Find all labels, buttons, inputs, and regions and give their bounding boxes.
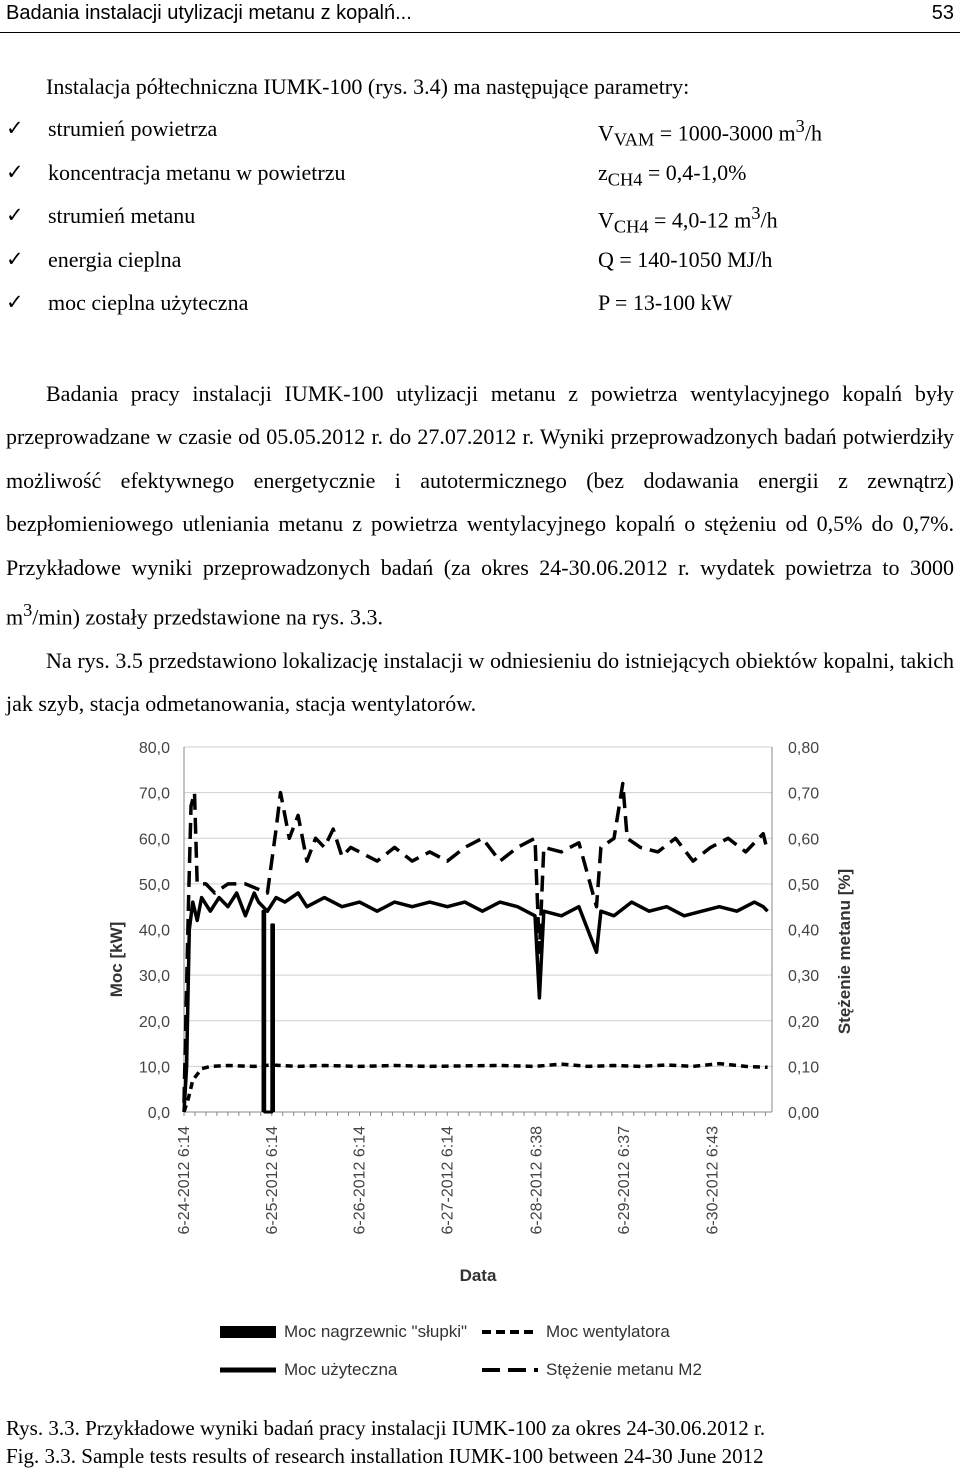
- y-tick-label: 80,0: [138, 740, 170, 757]
- x-axis-title: Data: [459, 1266, 497, 1285]
- parameter-value: Q = 140-1050 MJ/h: [598, 246, 773, 272]
- running-header: [0, 0, 960, 33]
- legend-label: Moc nagrzewnic "słupki": [284, 1322, 468, 1341]
- legend-item: [220, 1360, 397, 1380]
- legend-item: [220, 1322, 467, 1342]
- legend-label: Moc wentylatora: [546, 1322, 670, 1341]
- y2-tick-label: 0,60: [788, 831, 820, 849]
- parameter-name: strumień metanu: [48, 203, 196, 228]
- legend-label: Moc użyteczna: [284, 1360, 398, 1379]
- legend-swatch-bars: [220, 1324, 276, 1340]
- legend-item: [482, 1360, 702, 1380]
- figure-caption: [6, 1414, 765, 1470]
- parameter-value: $V_{VAM} = 1000-3000$ $m^3/h$: [598, 116, 822, 150]
- checkmark-icon: ✓: [6, 116, 24, 140]
- legend-label: Stężenie metanu M2: [546, 1360, 702, 1379]
- y-tick-label: 30,0: [138, 968, 170, 986]
- parameter-value: $V_{CH4} = 4,0-12$ $m^3/h$: [598, 203, 778, 237]
- parameter-name: strumień powietrza: [48, 116, 218, 141]
- running-header-title: Badania instalacji utylizacji metanu z kopalń...: [6, 2, 412, 24]
- x-tick-label: 6-26-2012 6:14: [351, 1126, 369, 1235]
- body-paragraph: Badania pracy instalacji IUMK-100 utylizacji metanu z powietrza wentylacyjnego kopalń były przeprowadzane w czasie od 05.05.2012 r. do 27.07.2012 r. Wyniki przeprowadzonych badań potwierdziły możliwość efektywnego energetycznie i autotermicznego (bez dodawania energii z zewnątrz) bezpłomieniowego utleniania metanu z powietrza wentylacyjnego kopalń o stężeniu od 0,5% do 0,7%. Przykładowe wyniki przeprowadzonych badań (za okres 24-30.06.2012 r. wydatek powietrza to 3000 $m^3/\min$) zostały przedstawione na rys. 3.3.: [6, 381, 954, 630]
- body-paragraph: Na rys. 3.5 przedstawiono lokalizację instalacji w odniesieniu do istniejących obiektów kopalni, takich jak szyb, stacja odmetanowania, stacja wentylatorów.: [6, 647, 954, 717]
- legend-swatch-longdash: [482, 1362, 538, 1378]
- caption-polish: Rys. 3.3. Przykładowe wyniki badań pracy instalacji IUMK-100 za okres 24-30.06.2012 r.: [6, 1416, 766, 1440]
- parameter-name: moc cieplna użyteczna: [48, 290, 249, 315]
- x-tick-label: 6-25-2012 6:14: [263, 1126, 281, 1235]
- y-tick-label: 20,0: [138, 1013, 170, 1031]
- x-tick-label: 6-28-2012 6:38: [528, 1126, 546, 1235]
- legend-item: [482, 1322, 670, 1342]
- y2-tick-label: 0,40: [788, 922, 820, 940]
- parameter-row: [0, 116, 960, 160]
- x-tick-label: 6-24-2012 6:14: [176, 1126, 193, 1235]
- y-tick-label: 70,0: [138, 785, 170, 803]
- checkmark-icon: ✓: [6, 246, 24, 271]
- chart-svg: [100, 728, 880, 1288]
- y-tick-label: 0,0: [147, 1105, 170, 1122]
- y2-tick-label: 0,70: [788, 785, 820, 803]
- y-tick-label: 10,0: [138, 1059, 170, 1077]
- checkmark-icon: ✓: [6, 159, 24, 184]
- legend-swatch-dashed: [482, 1324, 538, 1340]
- x-tick-label: 6-29-2012 6:37: [616, 1126, 634, 1235]
- checkmark-icon: ✓: [6, 203, 24, 227]
- chart-legend: [220, 1318, 740, 1392]
- y-tick-label: 60,0: [138, 831, 170, 849]
- checkmark-icon: ✓: [6, 290, 24, 314]
- parameter-name: energia cieplna: [48, 246, 182, 272]
- parameter-row: [0, 290, 960, 334]
- y-tick-label: 50,0: [138, 876, 170, 894]
- parameter-row: [0, 160, 960, 204]
- y-tick-label: 40,0: [138, 922, 170, 940]
- y2-axis-title: Stężenie metanu [%]: [835, 868, 854, 1035]
- y-axis-title: Moc [kW]: [107, 921, 126, 998]
- parameter-value: P = 13-100 kW: [598, 290, 733, 315]
- x-tick-label: 6-27-2012 6:14: [439, 1126, 457, 1235]
- parameter-row: [0, 247, 960, 291]
- y2-tick-label: 0,80: [788, 740, 820, 757]
- body-text: [6, 372, 954, 726]
- y2-tick-label: 0,30: [788, 968, 820, 986]
- x-tick-label: 6-30-2012 6:43: [704, 1126, 722, 1235]
- parameter-row: [0, 203, 960, 247]
- parameter-value: $z_{CH4} = 0,4-1,0\%$: [598, 159, 747, 189]
- caption-english: Fig. 3.3. Sample tests results of research installation IUMK-100 between 24-30 June 2012: [6, 1444, 764, 1468]
- legend-swatch-solid: [220, 1362, 276, 1378]
- y2-tick-label: 0,50: [788, 876, 820, 894]
- parameter-list: [0, 116, 960, 334]
- y2-tick-label: 0,20: [788, 1013, 820, 1031]
- parameter-name: koncentracja metanu w powietrzu: [48, 159, 346, 185]
- page-number: 53: [931, 2, 954, 24]
- series-line-0: [263, 911, 274, 1112]
- y2-tick-label: 0,00: [788, 1105, 820, 1122]
- figure-chart: [100, 728, 880, 1288]
- y2-tick-label: 0,10: [788, 1059, 820, 1077]
- intro-paragraph: Instalacja półtechniczna IUMK-100 (rys. 3.4) ma następujące parametry:: [46, 74, 690, 99]
